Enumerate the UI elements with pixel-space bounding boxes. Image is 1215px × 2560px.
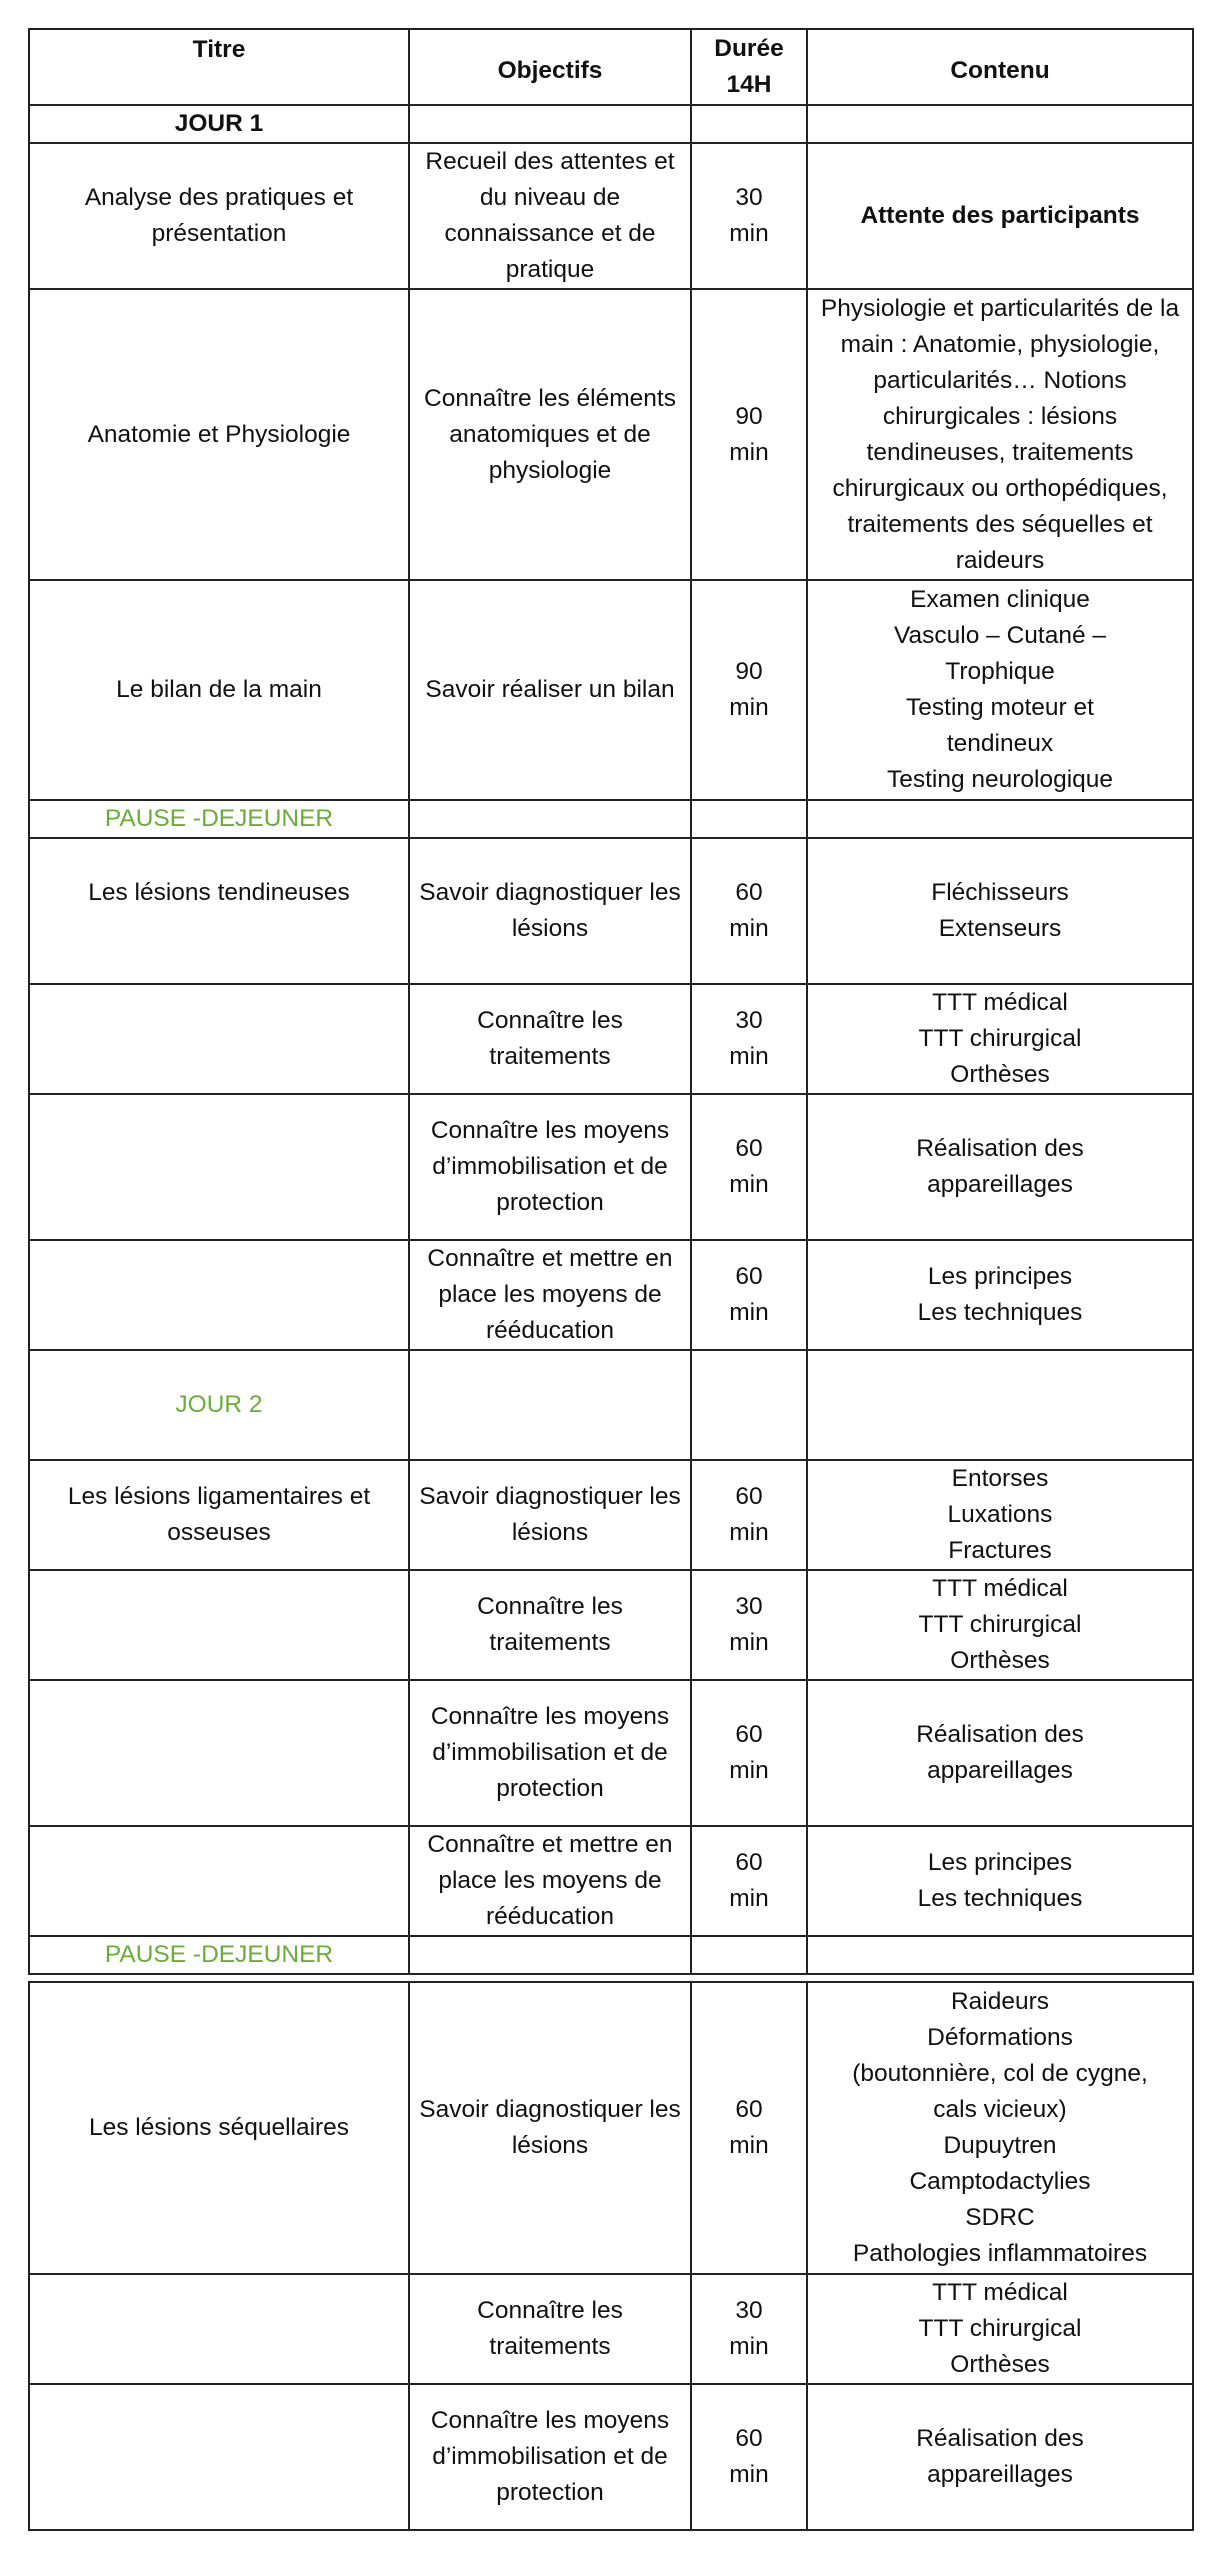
- cell-contenu: [807, 105, 1193, 143]
- cell-objectifs: [409, 105, 691, 143]
- cell-duree: 60 min: [691, 1460, 807, 1570]
- cell-duree: 60 min: [691, 1094, 807, 1240]
- table-header-row: [29, 29, 1193, 105]
- cell-contenu: [807, 1936, 1193, 1974]
- cell-contenu: Réalisation des appareillages: [807, 1094, 1193, 1240]
- cell-contenu: Entorses Luxations Fractures: [807, 1460, 1193, 1570]
- cell-objectifs: Savoir diagnostiquer les lésions: [409, 838, 691, 984]
- cell-contenu: Les principes Les techniques: [807, 1240, 1193, 1350]
- cell-duree: 90 min: [691, 289, 807, 580]
- cell-contenu: Réalisation des appareillages: [807, 2384, 1193, 2530]
- page-break-gap: [29, 1974, 1193, 1982]
- cell-contenu: Réalisation des appareillages: [807, 1680, 1193, 1826]
- cell-titre: Le bilan de la main: [29, 580, 409, 800]
- gap-cell: [29, 1974, 1193, 1982]
- cell-titre: Les lésions tendineuses: [29, 838, 409, 984]
- cell-duree: [691, 105, 807, 143]
- header-contenu: Contenu: [807, 29, 1193, 105]
- table-row: [29, 2274, 1193, 2384]
- cell-titre: Les lésions ligamentaires et osseuses: [29, 1460, 409, 1570]
- cell-titre: [29, 2274, 409, 2384]
- cell-titre: [29, 1680, 409, 1826]
- cell-contenu: Fléchisseurs Extenseurs: [807, 838, 1193, 984]
- cell-contenu: [807, 1350, 1193, 1460]
- header-duree: Durée 14H: [691, 29, 807, 105]
- cell-duree: 90 min: [691, 580, 807, 800]
- cell-objectifs: Savoir réaliser un bilan: [409, 580, 691, 800]
- cell-contenu: Physiologie et particularités de la main : Anatomie, physiologie, particularités… Notions chirurgicales : lésions tendineuses, traitements chirurgicaux ou orthopédiques, traitements des séquelles et raideurs: [807, 289, 1193, 580]
- table-row: [29, 2384, 1193, 2530]
- cell-objectifs: Connaître les traitements: [409, 984, 691, 1094]
- cell-duree: 30 min: [691, 1570, 807, 1680]
- cell-titre: [29, 2384, 409, 2530]
- cell-titre: [29, 1094, 409, 1240]
- cell-duree: 30 min: [691, 143, 807, 289]
- cell-titre: PAUSE -DEJEUNER: [29, 800, 409, 838]
- training-program-table-wrapper: [28, 28, 1192, 2531]
- cell-objectifs: Savoir diagnostiquer les lésions: [409, 1460, 691, 1570]
- table-row: [29, 1570, 1193, 1680]
- cell-titre: JOUR 2: [29, 1350, 409, 1460]
- cell-titre: PAUSE -DEJEUNER: [29, 1936, 409, 1974]
- cell-contenu: TTT médical TTT chirurgical Orthèses: [807, 984, 1193, 1094]
- cell-objectifs: Connaître et mettre en place les moyens de rééducation: [409, 1240, 691, 1350]
- cell-duree: [691, 1936, 807, 1974]
- cell-objectifs: Connaître et mettre en place les moyens de rééducation: [409, 1826, 691, 1936]
- cell-objectifs: Savoir diagnostiquer les lésions: [409, 1982, 691, 2274]
- table-row: [29, 1240, 1193, 1350]
- cell-duree: 30 min: [691, 984, 807, 1094]
- table-row: [29, 1350, 1193, 1460]
- training-program-table: [28, 28, 1194, 2531]
- cell-duree: 60 min: [691, 2384, 807, 2530]
- cell-contenu: TTT médical TTT chirurgical Orthèses: [807, 2274, 1193, 2384]
- cell-objectifs: [409, 1936, 691, 1974]
- table-row: [29, 984, 1193, 1094]
- cell-titre: Les lésions séquellaires: [29, 1982, 409, 2274]
- cell-titre: Analyse des pratiques et présentation: [29, 143, 409, 289]
- table-row: [29, 143, 1193, 289]
- table-row: [29, 1982, 1193, 2274]
- cell-objectifs: Connaître les moyens d’immobilisation et de protection: [409, 2384, 691, 2530]
- cell-titre: [29, 1826, 409, 1936]
- cell-objectifs: Connaître les moyens d’immobilisation et de protection: [409, 1680, 691, 1826]
- cell-contenu: [807, 800, 1193, 838]
- table-row: [29, 800, 1193, 838]
- cell-duree: 60 min: [691, 1680, 807, 1826]
- table-row: [29, 1460, 1193, 1570]
- table-row: [29, 838, 1193, 984]
- cell-objectifs: Connaître les traitements: [409, 2274, 691, 2384]
- cell-titre: Anatomie et Physiologie: [29, 289, 409, 580]
- cell-titre: [29, 984, 409, 1094]
- cell-objectifs: Connaître les traitements: [409, 1570, 691, 1680]
- cell-duree: 60 min: [691, 838, 807, 984]
- cell-objectifs: Connaître les éléments anatomiques et de physiologie: [409, 289, 691, 580]
- cell-titre: [29, 1570, 409, 1680]
- table-row: [29, 1826, 1193, 1936]
- table-row: [29, 105, 1193, 143]
- cell-duree: 60 min: [691, 1982, 807, 2274]
- header-objectifs: Objectifs: [409, 29, 691, 105]
- cell-contenu: Les principes Les techniques: [807, 1826, 1193, 1936]
- cell-titre: JOUR 1: [29, 105, 409, 143]
- table-row: [29, 1094, 1193, 1240]
- cell-duree: 60 min: [691, 1240, 807, 1350]
- cell-duree: 60 min: [691, 1826, 807, 1936]
- header-titre: Titre: [29, 29, 409, 105]
- cell-duree: 30 min: [691, 2274, 807, 2384]
- cell-contenu: Attente des participants: [807, 143, 1193, 289]
- table-row: [29, 1936, 1193, 1974]
- cell-objectifs: Connaître les moyens d’immobilisation et de protection: [409, 1094, 691, 1240]
- cell-contenu: Examen clinique Vasculo – Cutané – Trophique Testing moteur et tendineux Testing neurologique: [807, 580, 1193, 800]
- cell-duree: [691, 1350, 807, 1460]
- table-row: [29, 580, 1193, 800]
- cell-objectifs: Recueil des attentes et du niveau de connaissance et de pratique: [409, 143, 691, 289]
- cell-contenu: TTT médical TTT chirurgical Orthèses: [807, 1570, 1193, 1680]
- cell-duree: [691, 800, 807, 838]
- cell-titre: [29, 1240, 409, 1350]
- table-row: [29, 289, 1193, 580]
- cell-contenu: Raideurs Déformations (boutonnière, col de cygne, cals vicieux) Dupuytren Camptodactylies SDRC Pathologies inflammatoires: [807, 1982, 1193, 2274]
- cell-objectifs: [409, 1350, 691, 1460]
- table-row: [29, 1680, 1193, 1826]
- cell-objectifs: [409, 800, 691, 838]
